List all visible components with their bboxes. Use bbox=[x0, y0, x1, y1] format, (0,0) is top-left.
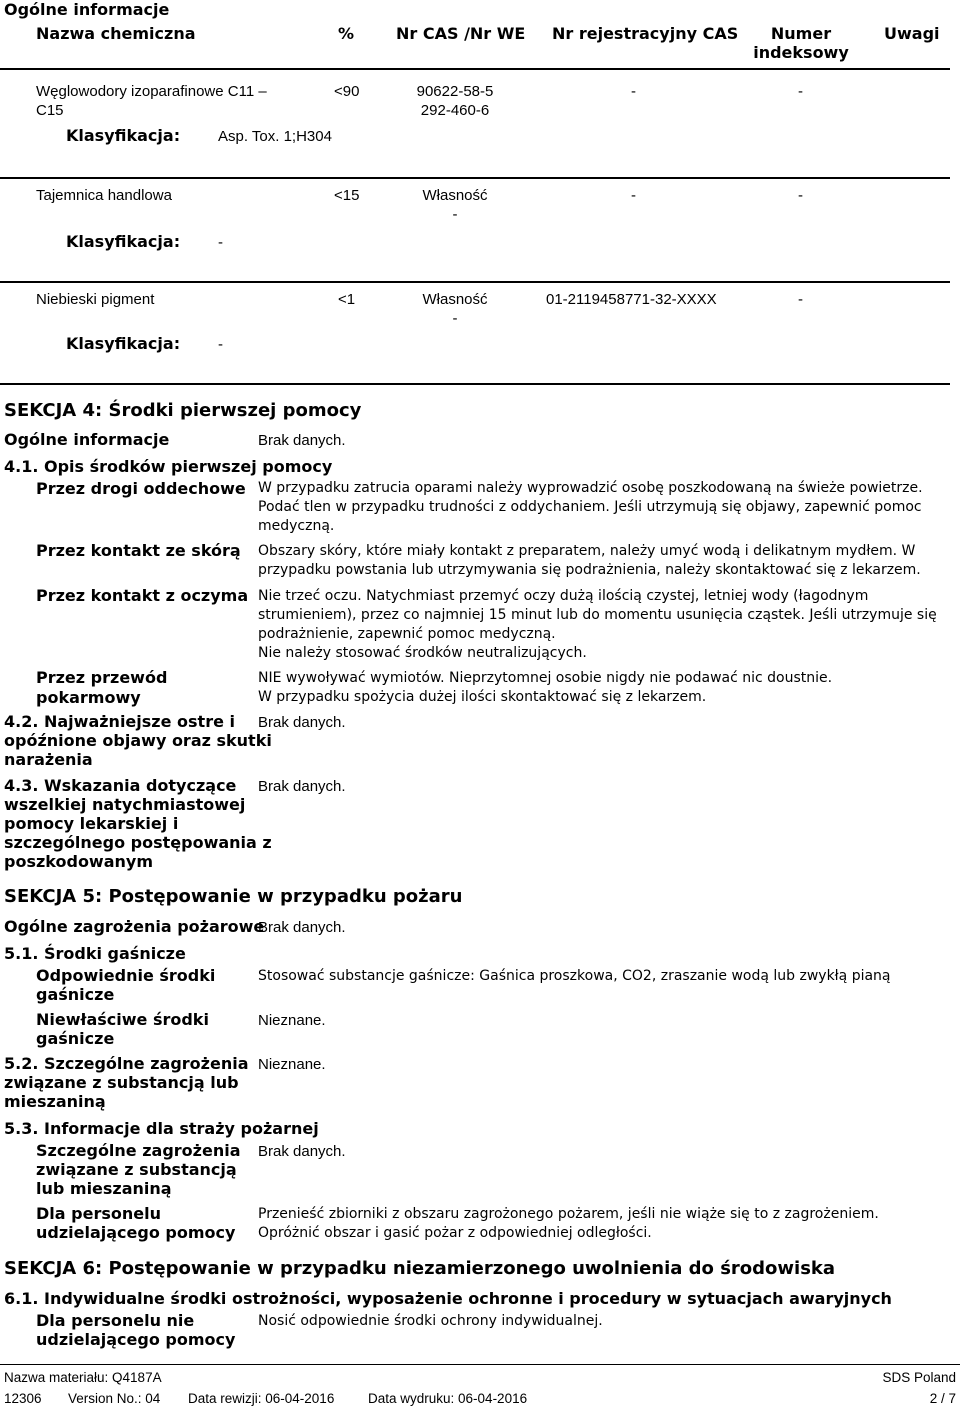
col-header-index-line2: indeksowy bbox=[753, 43, 849, 62]
s4-subsection-4-3-line5: poszkodowanym bbox=[4, 852, 153, 871]
row3-name: Niebieski pigment bbox=[36, 291, 155, 308]
eye-contact-line2: strumieniem), przez co najmniej 15 minut lub do momentu usunięcia cząstek. Jeśli utrzymuje się bbox=[258, 607, 937, 623]
s4-subsection-4-2-line1: 4.2. Najważniejsze ostre i bbox=[4, 712, 235, 731]
s5-subsection-5-2-value: Nieznane. bbox=[258, 1056, 326, 1073]
col-header-index bbox=[748, 24, 854, 62]
inhalation-label: Przez drogi oddechowe bbox=[36, 479, 246, 498]
s5-subsection-5-2-line2: związane z substancją lub bbox=[4, 1073, 239, 1092]
s4-subsection-4-2-line2: opóźnione objawy oraz skutki bbox=[4, 731, 272, 750]
section-4-title: SEKCJA 4: Środki pierwszej pomocy bbox=[4, 400, 362, 421]
table-divider bbox=[0, 383, 950, 385]
firefighter-staff-label-line2: udzielającego pomocy bbox=[36, 1223, 236, 1242]
s4-subsection-4-3-value: Brak danych. bbox=[258, 778, 346, 795]
row3-percent: <1 bbox=[338, 291, 356, 308]
special-hazards-label-line2: związane z substancją bbox=[36, 1160, 237, 1179]
row2-classification-value: - bbox=[218, 234, 223, 251]
s4-subsection-4-1: 4.1. Opis środków pierwszej pomocy bbox=[4, 457, 333, 476]
row1-name-line2: C15 bbox=[36, 102, 64, 119]
row2-percent: <15 bbox=[334, 187, 360, 204]
row1-classification-label: Klasyfikacja: bbox=[66, 126, 181, 145]
special-hazards-value: Brak danych. bbox=[258, 1143, 346, 1160]
special-hazards-label-line3: lub mieszaniną bbox=[36, 1179, 172, 1198]
col-header-name: Nazwa chemiczna bbox=[36, 24, 196, 43]
col-header-registration: Nr rejestracyjny CAS bbox=[552, 24, 739, 43]
table-divider bbox=[0, 68, 950, 70]
s4-subsection-4-2-value: Brak danych. bbox=[258, 714, 346, 731]
unsuitable-media-value: Nieznane. bbox=[258, 1012, 326, 1029]
s6-subsection-6-1: 6.1. Indywidualne środki ostrożności, wyposażenie ochronne i procedury w sytuacjach awaryjnych bbox=[4, 1289, 892, 1308]
footer-code: 12306 bbox=[4, 1391, 42, 1406]
row1-percent: <90 bbox=[334, 83, 360, 100]
unsuitable-media-label-line1: Niewłaściwe środki bbox=[36, 1010, 209, 1029]
footer-material-name: Nazwa materiału: Q4187A bbox=[4, 1370, 162, 1385]
inhalation-line3: medyczną. bbox=[258, 518, 335, 534]
footer-divider bbox=[0, 1364, 960, 1365]
row1-classification-value: Asp. Tox. 1;H304 bbox=[218, 128, 332, 145]
s4-general-label: Ogólne informacje bbox=[4, 430, 170, 449]
row3-index: - bbox=[798, 291, 803, 308]
row3-classification-value: - bbox=[218, 336, 223, 353]
inhalation-line1: W przypadku zatrucia oparami należy wyprowadzić osobę poszkodowaną na świeże powietrze. bbox=[258, 480, 923, 496]
s4-subsection-4-3-line2: wszelkiej natychmiastowej bbox=[4, 795, 246, 814]
ingestion-line2: W przypadku spożycia dużej ilości skontaktować się z lekarzem. bbox=[258, 689, 707, 705]
row1-name-line1: Węglowodory izoparafinowe C11 – bbox=[36, 83, 267, 100]
section-subheading: Ogólne informacje bbox=[4, 0, 170, 19]
eye-contact-line1: Nie trzeć oczu. Natychmiast przemyć oczy dużą ilością czystej, letniej wody (łagodnym bbox=[258, 588, 869, 604]
s6-staff-label-line1: Dla personelu nie bbox=[36, 1311, 195, 1330]
col-header-percent: % bbox=[338, 24, 355, 43]
s5-subsection-5-2-line1: 5.2. Szczególne zagrożenia bbox=[4, 1054, 249, 1073]
row2-cas-line2: - bbox=[452, 206, 458, 223]
s4-general-value: Brak danych. bbox=[258, 432, 346, 449]
row2-index: - bbox=[798, 187, 803, 204]
section-6-title: SEKCJA 6: Postępowanie w przypadku niezamierzonego uwolnienia do środowiska bbox=[4, 1258, 836, 1279]
table-divider bbox=[0, 177, 950, 179]
s4-subsection-4-2-line3: narażenia bbox=[4, 750, 93, 769]
row1-cas bbox=[400, 82, 510, 120]
row3-cas-line1: Własność bbox=[422, 291, 488, 308]
s6-staff-value: Nosić odpowiednie środki ochrony indywidualnej. bbox=[258, 1313, 603, 1329]
s4-subsection-4-3-line4: szczególnego postępowania z bbox=[4, 833, 272, 852]
skin-contact-line1: Obszary skóry, które miały kontakt z preparatem, należy umyć wodą i delikatnym mydłem. W bbox=[258, 543, 916, 559]
eye-contact-label: Przez kontakt z oczyma bbox=[36, 586, 249, 605]
row3-cas bbox=[400, 290, 510, 328]
row2-classification-label: Klasyfikacja: bbox=[66, 232, 181, 251]
section-5-title: SEKCJA 5: Postępowanie w przypadku pożaru bbox=[4, 886, 463, 907]
row3-registration: 01-2119458771-32-XXXX bbox=[546, 291, 717, 308]
s5-subsection-5-2-line3: mieszaniną bbox=[4, 1092, 106, 1111]
s6-staff-label-line2: udzielającego pomocy bbox=[36, 1330, 236, 1349]
table-divider bbox=[0, 281, 950, 283]
row2-registration: - bbox=[631, 187, 636, 204]
s5-subsection-5-3: 5.3. Informacje dla straży pożarnej bbox=[4, 1119, 319, 1138]
s4-subsection-4-3-line1: 4.3. Wskazania dotyczące bbox=[4, 776, 237, 795]
special-hazards-label-line1: Szczególne zagrożenia bbox=[36, 1141, 241, 1160]
ingestion-label-line2: pokarmowy bbox=[36, 688, 141, 707]
firefighter-staff-line1: Przenieść zbiorniki z obszaru zagrożonego pożarem, jeśli nie wiąże się to z zagrożeniem. bbox=[258, 1206, 879, 1222]
eye-contact-line3: podrażnienie, zapewnić pomoc medyczną. bbox=[258, 626, 556, 642]
s5-subsection-5-1: 5.1. Środki gaśnicze bbox=[4, 944, 186, 963]
firefighter-staff-label-line1: Dla personelu bbox=[36, 1204, 161, 1223]
footer-version: Version No.: 04 bbox=[68, 1391, 161, 1406]
suitable-media-label-line1: Odpowiednie środki bbox=[36, 966, 216, 985]
skin-contact-line2: przypadku powstania lub utrzymywania się podrażnienia, należy skontaktować się z lekarzem. bbox=[258, 562, 921, 578]
skin-contact-label: Przez kontakt ze skórą bbox=[36, 541, 241, 560]
footer-revision-date: Data rewizji: 06-04-2016 bbox=[188, 1391, 335, 1406]
row1-registration: - bbox=[631, 83, 636, 100]
ingestion-label-line1: Przez przewód bbox=[36, 668, 168, 687]
row3-classification-label: Klasyfikacja: bbox=[66, 334, 181, 353]
col-header-notes: Uwagi bbox=[884, 24, 940, 43]
ingestion-line1: NIE wywoływać wymiotów. Nieprzytomnej osobie nigdy nie podawać nic doustnie. bbox=[258, 670, 833, 686]
suitable-media-value: Stosować substancje gaśnicze: Gaśnica proszkowa, CO2, zraszanie wodą lub zwykłą pianą bbox=[258, 968, 891, 984]
footer-print-date: Data wydruku: 06-04-2016 bbox=[368, 1391, 528, 1406]
inhalation-line2: Podać tlen w przypadku trudności z oddychaniem. Jeśli utrzymują się objawy, zapewnić pomoc bbox=[258, 499, 922, 515]
s5-general-label: Ogólne zagrożenia pożarowe bbox=[4, 917, 265, 936]
footer-sds-label: SDS Poland bbox=[882, 1370, 956, 1385]
row2-cas-line1: Własność bbox=[422, 187, 488, 204]
s5-general-value: Brak danych. bbox=[258, 919, 346, 936]
row3-cas-line2: - bbox=[452, 310, 458, 327]
suitable-media-label-line2: gaśnicze bbox=[36, 985, 115, 1004]
col-header-cas: Nr CAS /Nr WE bbox=[396, 24, 526, 43]
col-header-index-line1: Numer bbox=[770, 24, 832, 43]
s4-subsection-4-3-line3: pomocy lekarskiej i bbox=[4, 814, 179, 833]
eye-contact-line4: Nie należy stosować środków neutralizujących. bbox=[258, 645, 587, 661]
row2-cas bbox=[400, 186, 510, 224]
firefighter-staff-line2: Opróżnić obszar i gasić pożar z odpowiedniej odległości. bbox=[258, 1225, 652, 1241]
row1-index: - bbox=[798, 83, 803, 100]
row2-name: Tajemnica handlowa bbox=[36, 187, 172, 204]
unsuitable-media-label-line2: gaśnicze bbox=[36, 1029, 115, 1048]
footer-page-number: 2 / 7 bbox=[929, 1391, 956, 1406]
row1-cas-line1: 90622-58-5 bbox=[416, 83, 494, 100]
row1-cas-line2: 292-460-6 bbox=[420, 102, 490, 119]
